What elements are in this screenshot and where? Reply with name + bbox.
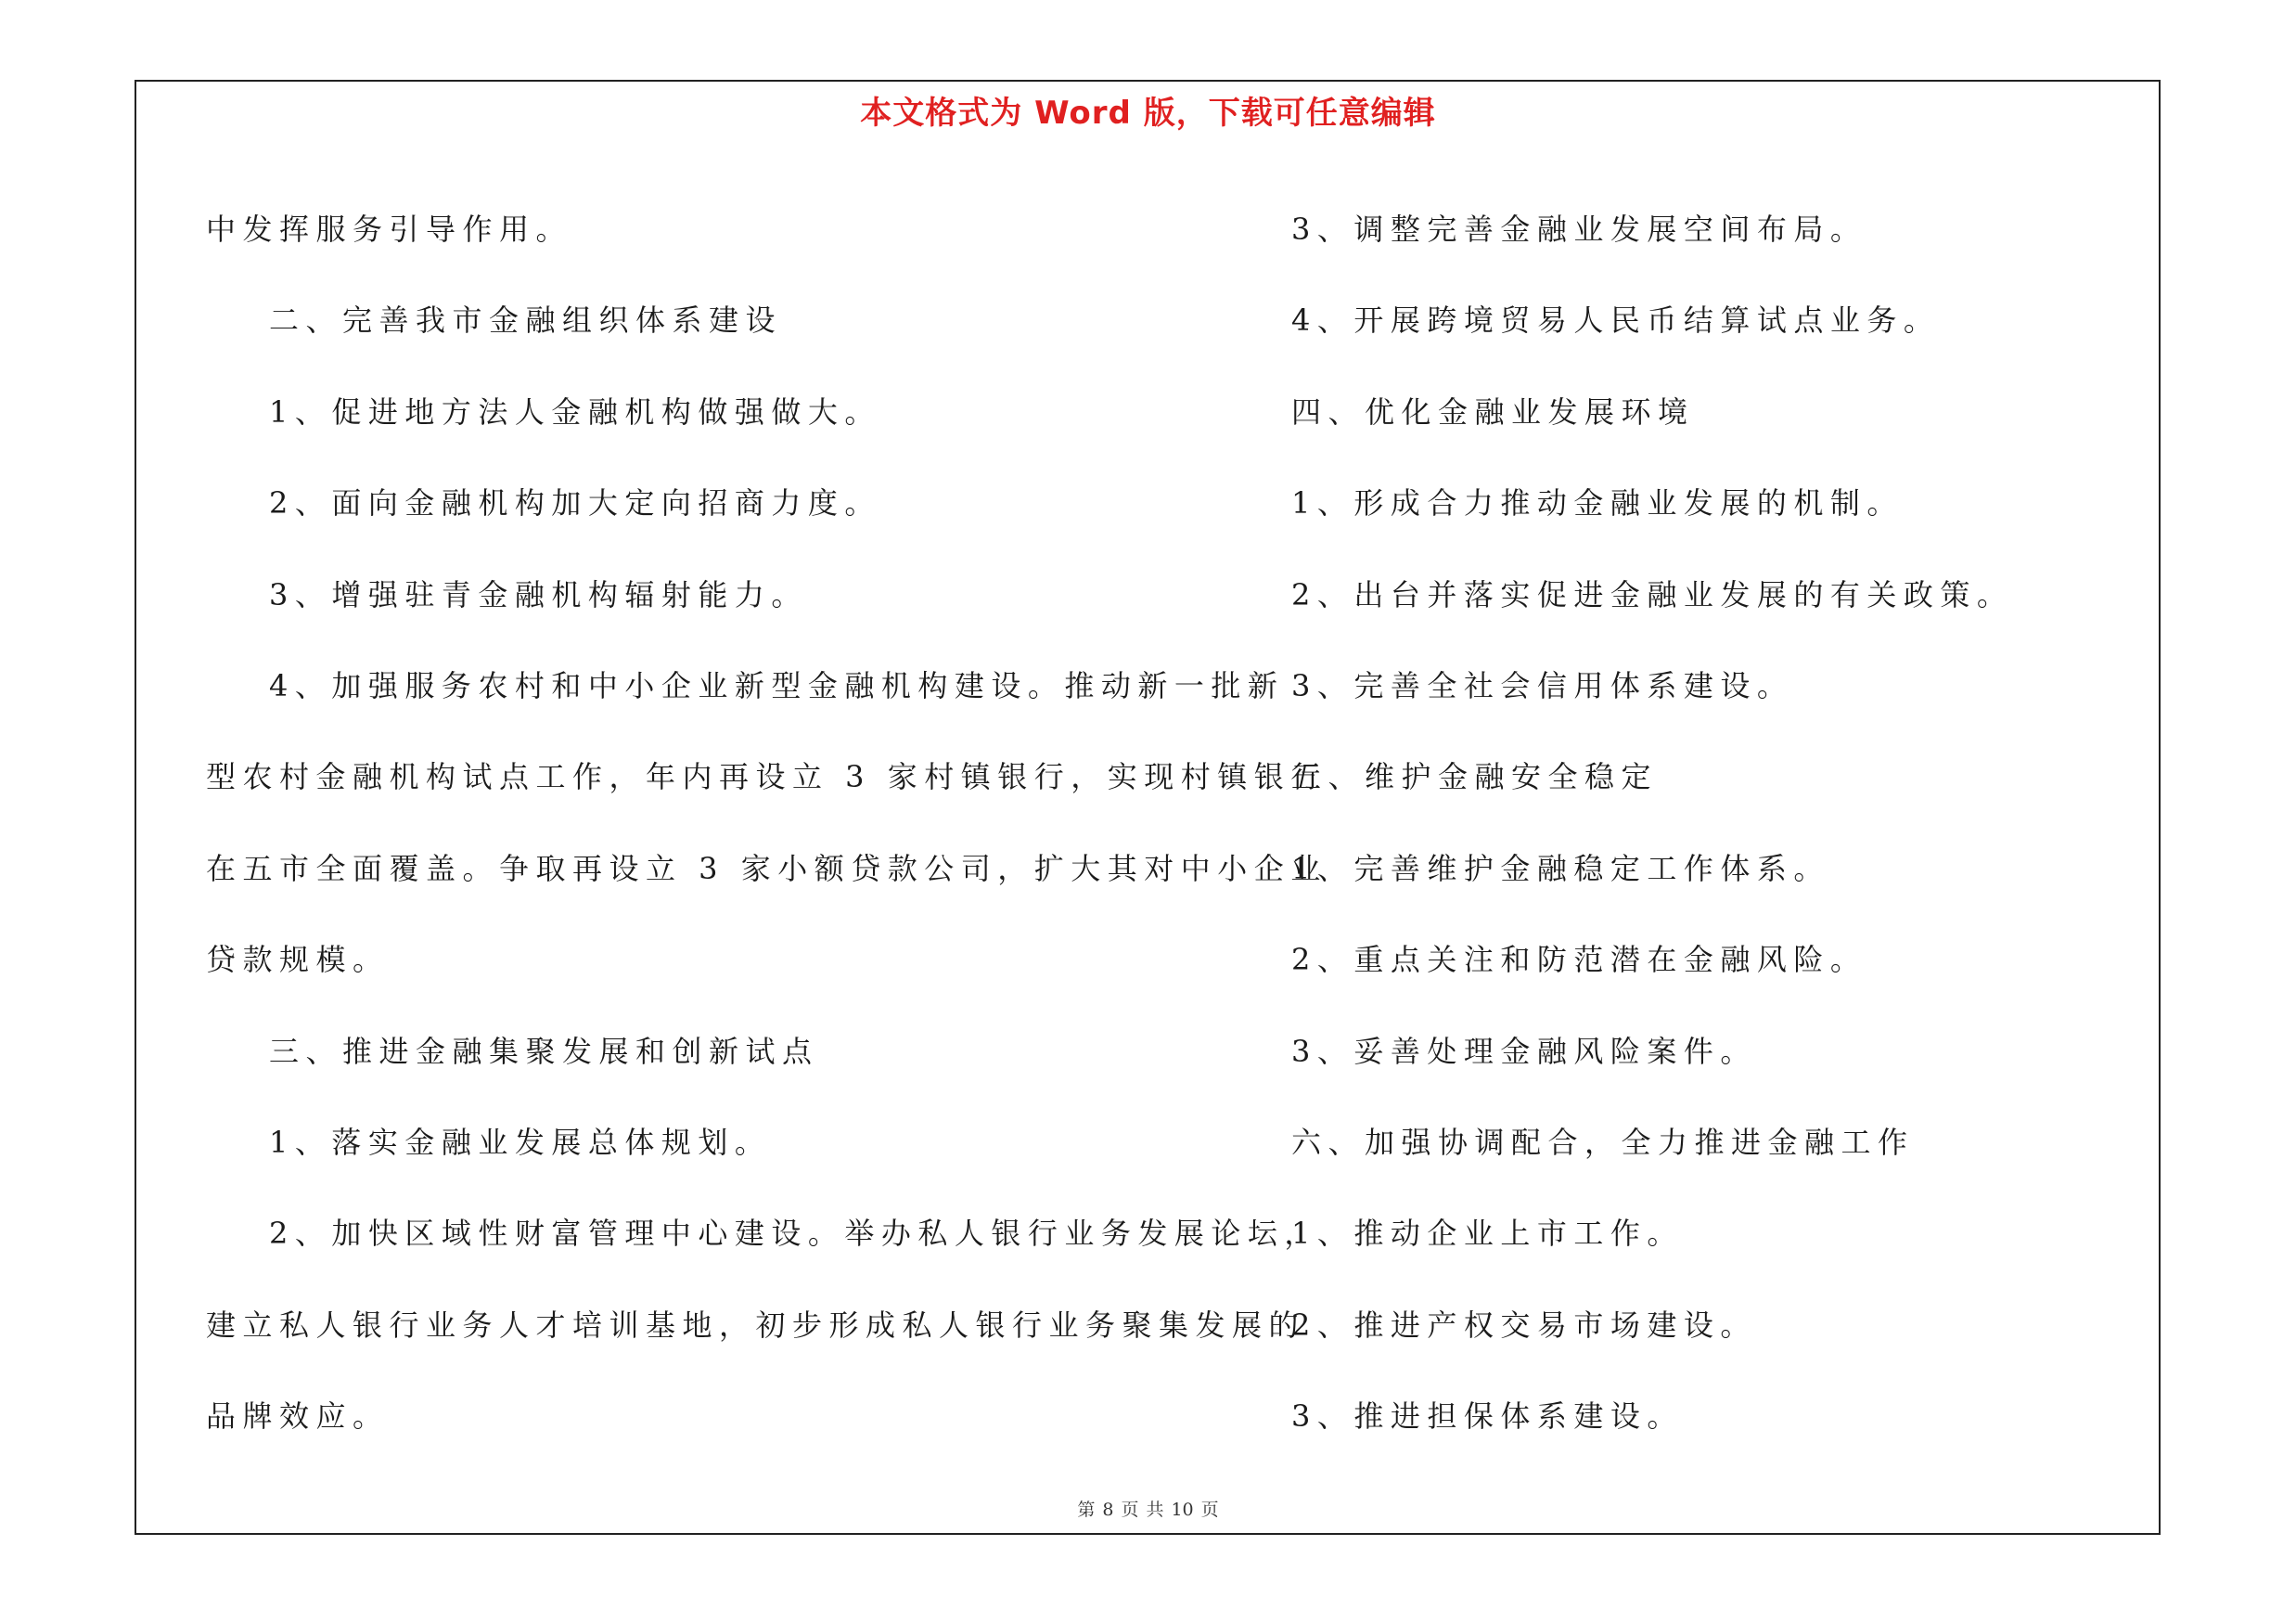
section-heading: 三、推进金融集聚发展和创新试点 [269,1033,819,1069]
paragraph: 3、推进担保体系建设。 [1291,1398,1684,1435]
footer-total-word: 共 [1146,1500,1164,1520]
paragraph: 1、形成合力推动金融业发展的机制。 [1291,485,1904,522]
paragraph: 1、促进地方法人金融机构做强做大。 [269,393,881,430]
section-heading: 六、加强协调配合，全力推进金融工作 [1291,1124,1915,1160]
paragraph: 1、推动企业上市工作。 [1291,1216,1684,1252]
paragraph: 建立私人银行业务人才培训基地，初步形成私人银行业务聚集发展的 [206,1307,1306,1343]
paragraph: 2、出台并落实促进金融业发展的有关政策。 [1291,576,2014,612]
page-banner: 本文格式为 Word 版，下载可任意编辑 [860,95,1436,132]
paragraph: 1、完善维护金融稳定工作体系。 [1291,850,1830,886]
paragraph: 2、面向金融机构加大定向招商力度。 [269,485,881,522]
footer-total-pages: 10 [1171,1500,1194,1520]
paragraph: 4、开展跨境贸易人民币结算试点业务。 [1291,303,1941,339]
paragraph: 2、推进产权交易市场建设。 [1291,1307,1757,1343]
paragraph: 3、调整完善金融业发展空间布局。 [1291,212,1867,247]
paragraph: 2、加快区域性财富管理中心建设。举办私人银行业务发展论坛， [269,1216,1321,1252]
footer-page-word: 页 [1121,1500,1139,1520]
paragraph: 3、完善全社会信用体系建设。 [1291,667,1794,703]
paragraph: 3、增强驻青金融机构辐射能力。 [269,576,808,612]
paragraph: 在五市全面覆盖。争取再设立 3 家小额贷款公司，扩大其对中小企业 [206,850,1328,886]
section-heading: 五、维护金融安全稳定 [1291,759,1659,795]
paragraph: 3、妥善处理金融风险案件。 [1291,1033,1757,1069]
paragraph: 1、落实金融业发展总体规划。 [269,1124,772,1160]
section-heading: 二、完善我市金融组织体系建设 [269,303,783,339]
paragraph: 贷款规模。 [206,942,390,978]
paragraph: 4、加强服务农村和中小企业新型金融机构建设。推动新一批新 [269,667,1285,703]
section-heading: 四、优化金融业发展环境 [1291,393,1695,430]
footer-prefix: 第 [1077,1500,1096,1520]
page-footer [0,1496,2296,1521]
footer-page-word-end: 页 [1200,1500,1219,1520]
paragraph: 中发挥服务引导作用。 [206,212,573,247]
paragraph: 型农村金融机构试点工作，年内再设立 3 家村镇银行，实现村镇银行 [206,759,1328,795]
left-column [206,184,1328,1462]
right-column [1291,184,2126,1462]
paragraph: 2、重点关注和防范潜在金融风险。 [1291,942,1867,978]
footer-current-page: 8 [1102,1500,1114,1520]
paragraph: 品牌效应。 [206,1398,390,1435]
